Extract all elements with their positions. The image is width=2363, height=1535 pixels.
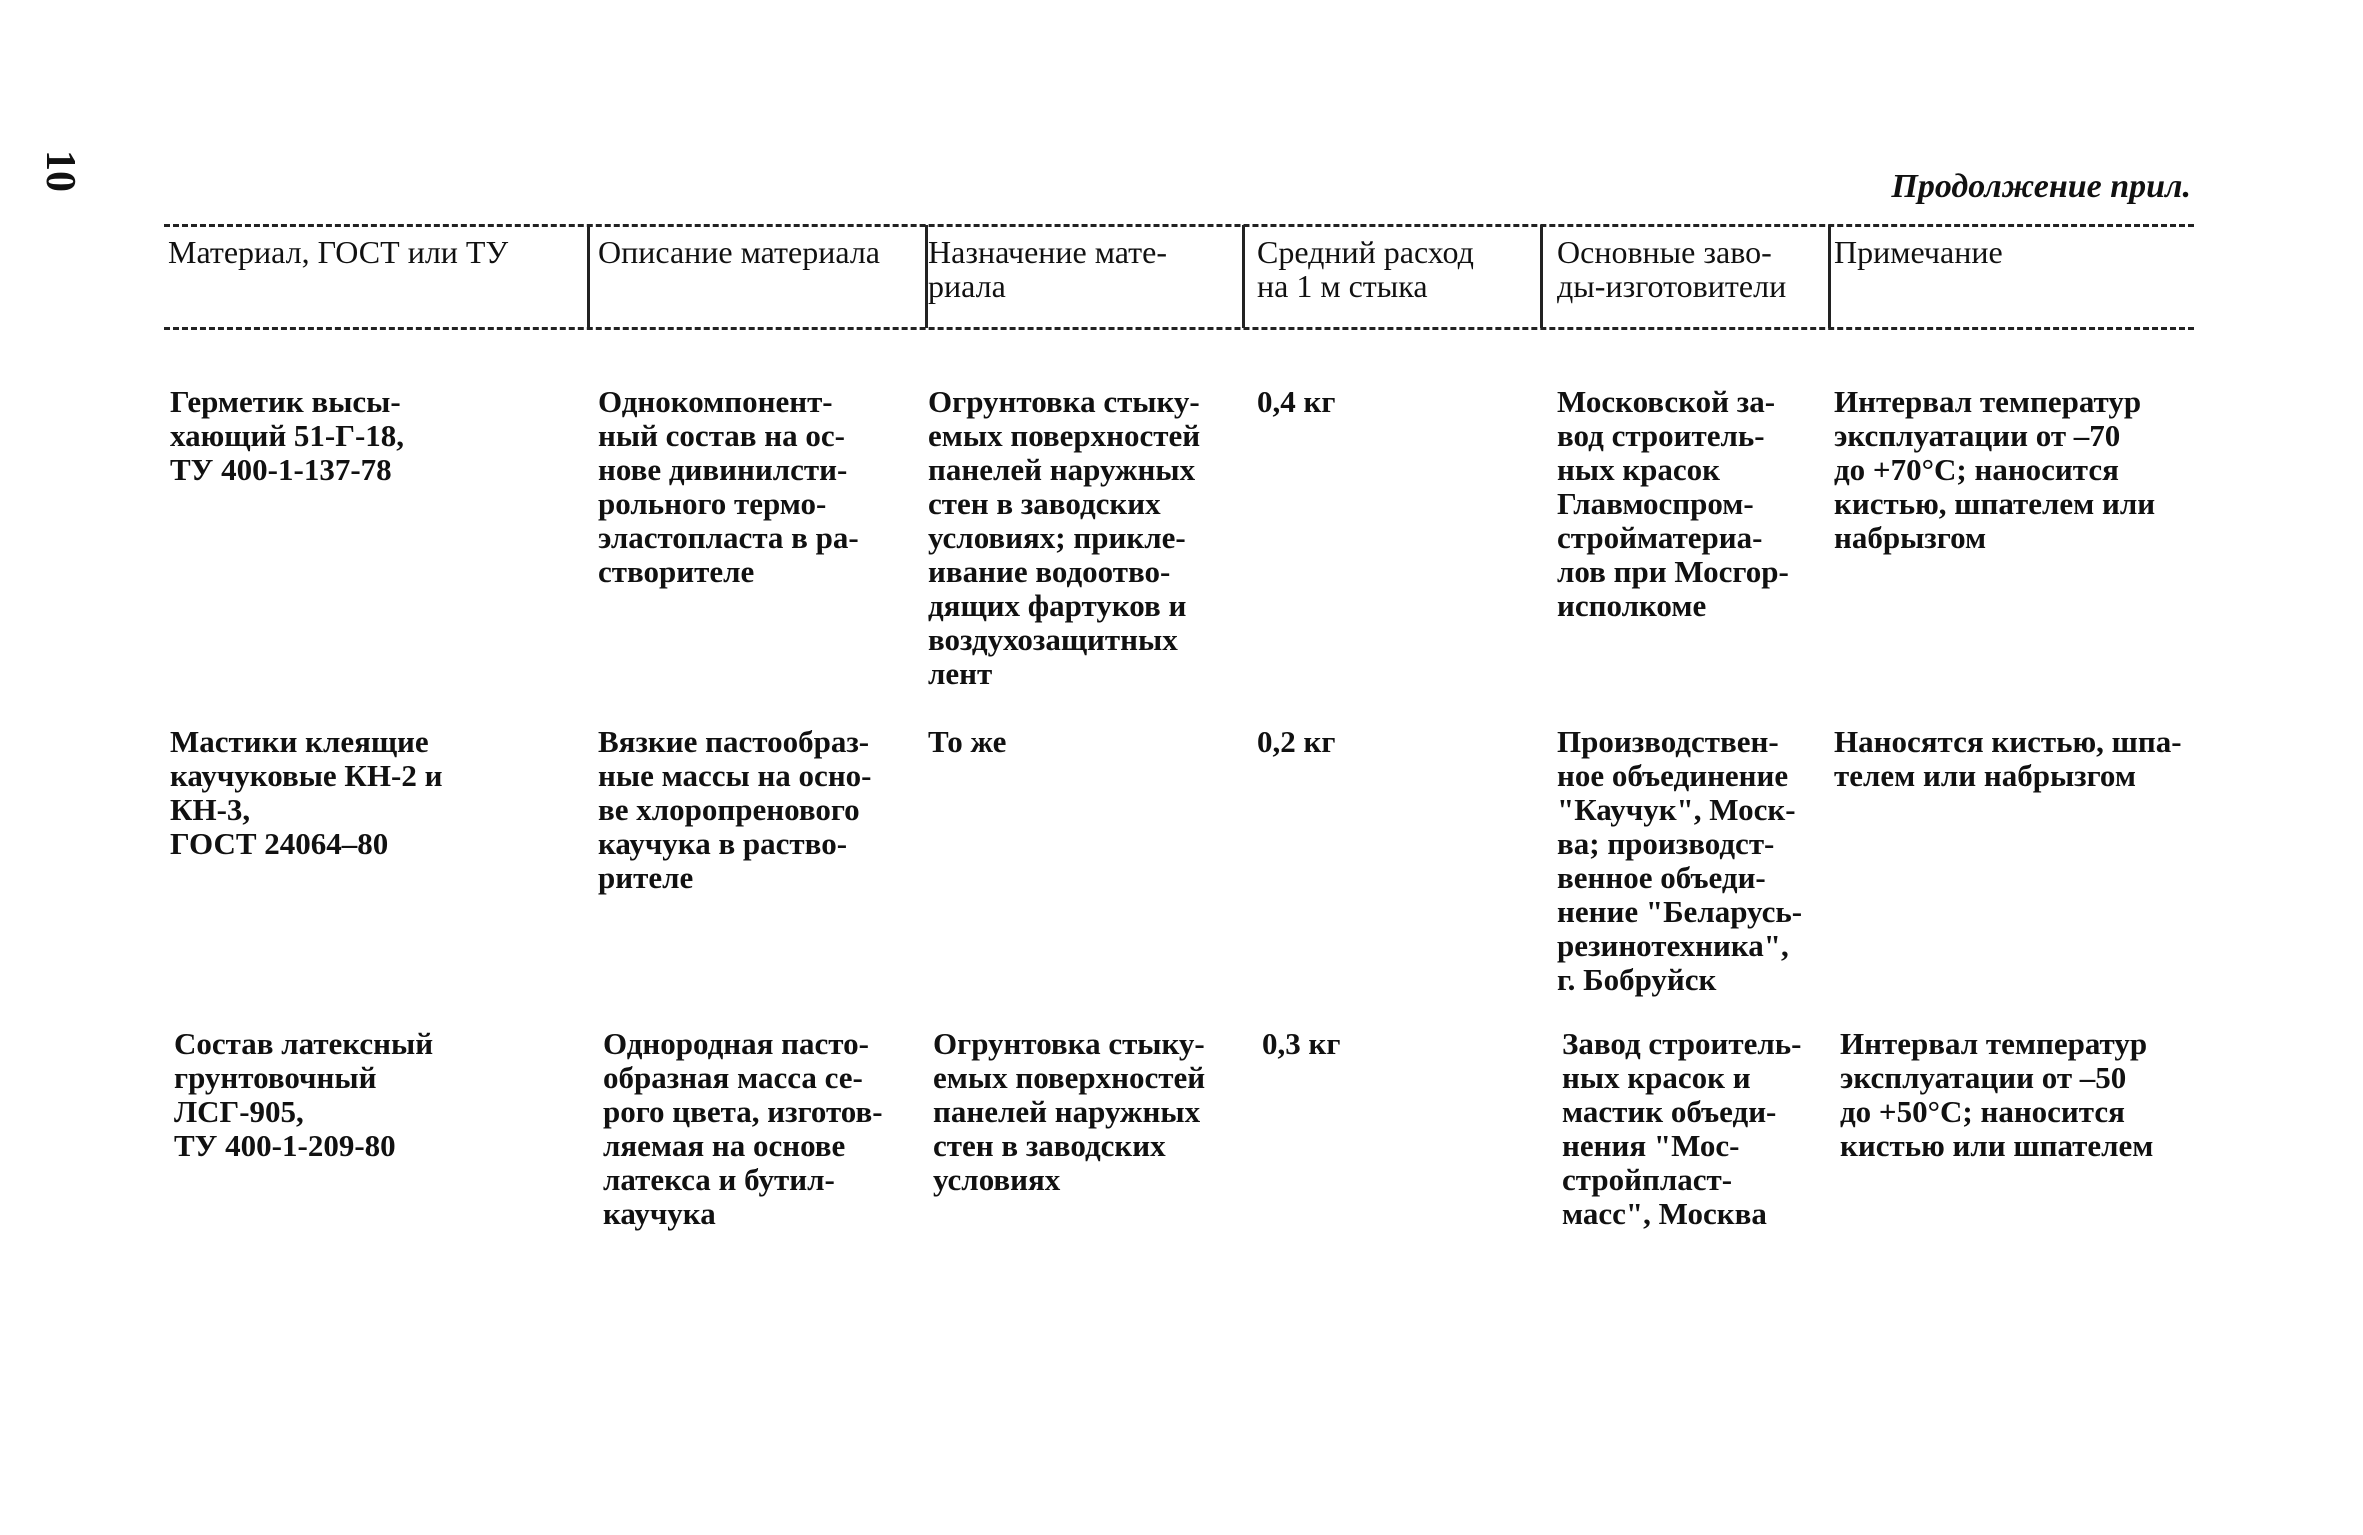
row3-note: Интервал температур эксплуатации от –50 до +50°С; наносится кистью или шпателем: [1840, 1026, 2154, 1163]
row2-consumption: 0,2 кг: [1257, 724, 1336, 759]
row1-note: Интервал температур эксплуатации от –70 до +70°С; наносится кистью, шпателем или набрызгом: [1834, 384, 2156, 555]
column-divider: [587, 225, 590, 328]
row2-purpose: То же: [928, 724, 1007, 759]
row1-purpose: Огрунтовка стыку- емых поверхностей панелей наружных стен в заводских условиях; прикле- ивание водоотво- дящих фартуков и воздухозащитных лент: [928, 384, 1201, 691]
header-note: Примечание: [1834, 234, 2003, 270]
row3-manufacturers: Завод строитель- ных красок и мастик объеди- нения "Мос- стройпласт- масс", Москва: [1562, 1026, 1802, 1231]
header-top-rule: [164, 224, 2194, 227]
header-material: Материал, ГОСТ или ТУ: [168, 234, 509, 270]
header-consumption: Средний расход на 1 м стыка: [1257, 234, 1474, 304]
column-divider: [1828, 225, 1831, 328]
column-divider: [1540, 225, 1543, 328]
row2-manufacturers: Производствен- ное объединение "Каучук", Моск- ва; производст- венное объеди- нение "Беларусь- резинотехника", г. Бобруйск: [1557, 724, 1803, 997]
header-purpose: Назначение мате- риала: [928, 234, 1167, 304]
continuation-label: Продолжение прил.: [1891, 168, 2191, 205]
header-manufacturers: Основные заво- ды-изготовители: [1557, 234, 1787, 304]
row1-manufacturers: Московской за- вод строитель- ных красок Главмоспром- стройматериа- лов при Мосгор- исполкоме: [1557, 384, 1789, 623]
row2-material: Мастики клеящие каучуковые КН-2 и КН-3, ГОСТ 24064–80: [170, 724, 443, 861]
header-description: Описание материала: [598, 234, 880, 270]
row1-material: Герметик высы- хающий 51-Г-18, ТУ 400-1-137-78: [170, 384, 405, 487]
row3-consumption: 0,3 кг: [1262, 1026, 1341, 1061]
row2-note: Наносятся кистью, шпа- телем или набрызгом: [1834, 724, 2182, 793]
column-divider: [1242, 225, 1245, 328]
row2-description: Вязкие пастообраз- ные массы на осно- ве хлоропренового каучука в раство- рителе: [598, 724, 872, 895]
page-number: 10: [37, 150, 83, 192]
row1-consumption: 0,4 кг: [1257, 384, 1336, 419]
row1-description: Однокомпонент- ный состав на ос- нове дивинилсти- рольного термо- эластопласта в ра- створителе: [598, 384, 859, 589]
row3-material: Состав латексный грунтовочный ЛСГ-905, ТУ 400-1-209-80: [174, 1026, 434, 1163]
row3-purpose: Огрунтовка стыку- емых поверхностей панелей наружных стен в заводских условиях: [933, 1026, 1206, 1197]
row3-description: Однородная пасто- образная масса се- рого цвета, изготов- ляемая на основе латекса и бутил- каучука: [603, 1026, 883, 1231]
header-bottom-rule: [164, 327, 2194, 330]
